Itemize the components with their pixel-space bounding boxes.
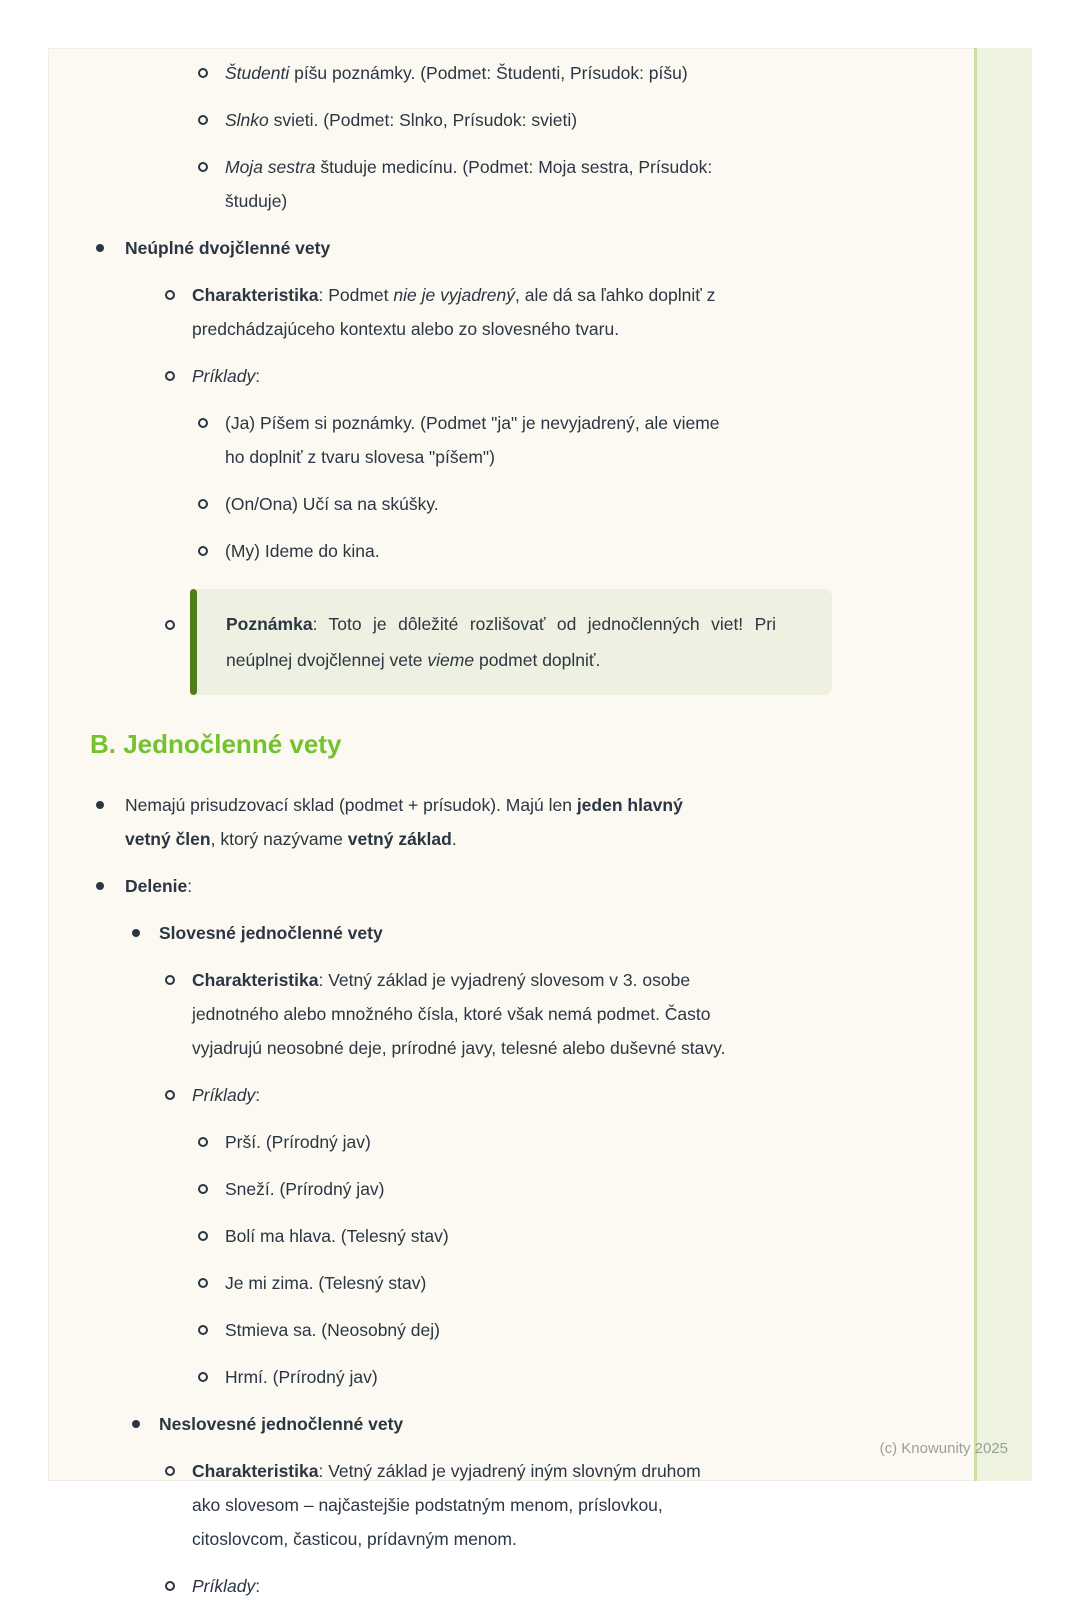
- text-segment: ho doplniť z tvaru slovesa "píšem"): [225, 447, 495, 467]
- text-segment: Príklady: [192, 1576, 256, 1596]
- list-item-text: [192, 1085, 260, 1105]
- bullet-circle-icon: [165, 620, 175, 630]
- text-segment: (On/Ona) Učí sa na skúšky.: [225, 494, 439, 514]
- list-item-text: [225, 1273, 426, 1293]
- list-item: [90, 231, 932, 265]
- bullet-circle-icon: [165, 371, 175, 381]
- list-item: [90, 1219, 932, 1253]
- list-item: [90, 1569, 932, 1603]
- list-item-text: [225, 63, 688, 83]
- list-item: [90, 487, 932, 521]
- bullet-disc-icon: [96, 244, 104, 252]
- list-item: [90, 359, 932, 393]
- text-segment: študuje medicínu. (Podmet: Moja sestra, Prísudok:: [315, 157, 713, 177]
- bullet-circle-icon: [198, 1231, 208, 1241]
- list-item-text: [225, 413, 720, 467]
- note-accent-bar: [190, 589, 197, 695]
- list-item: [90, 869, 932, 903]
- bullet-circle-icon: [198, 1325, 208, 1335]
- text-segment: B. Jednočlenné vety: [90, 729, 342, 759]
- text-segment: Je mi zima. (Telesný stav): [225, 1273, 427, 1293]
- list-item-text: [192, 285, 715, 339]
- text-segment: :: [255, 1576, 261, 1596]
- text-segment: (My) Ideme do kina.: [225, 541, 380, 561]
- text-segment: : Toto je dôležité rozlišovať od jednočlenných viet! Pri neúplnej dvojčlennej vete: [226, 614, 776, 670]
- bullet-disc-icon: [96, 801, 104, 809]
- bullet-circle-icon: [198, 1278, 208, 1288]
- text-segment: , ktorý nazývame: [210, 829, 348, 849]
- text-segment: podmet doplniť.: [474, 650, 601, 670]
- text-segment: píšu poznámky. (Podmet: Študenti, Prísudok: píšu): [289, 63, 688, 83]
- list-item: [90, 1172, 932, 1206]
- bullet-circle-icon: [198, 546, 208, 556]
- text-segment: : Vetný základ je vyjadrený iným slovným druhom: [318, 1461, 701, 1481]
- list-item-text: [225, 494, 439, 514]
- text-segment: , ale dá sa ľahko doplniť z: [514, 285, 716, 305]
- document-page: [48, 48, 1032, 1596]
- list-item: [90, 1313, 932, 1347]
- bullet-circle-icon: [165, 975, 175, 985]
- text-segment: predchádzajúceho kontextu alebo zo slovesného tvaru.: [192, 319, 620, 339]
- list-item-text: [125, 238, 330, 258]
- text-segment: vyjadrujú neosobné deje, prírodné javy, telesné alebo duševné stavy.: [192, 1038, 726, 1058]
- list-item: [90, 103, 932, 137]
- bullet-circle-icon: [198, 115, 208, 125]
- text-segment: Charakteristika: [192, 970, 319, 990]
- section-heading: [90, 727, 932, 761]
- list-item: [90, 1360, 932, 1394]
- bullet-circle-icon: [198, 1184, 208, 1194]
- list-item: [90, 534, 932, 568]
- text-segment: .: [451, 829, 457, 849]
- text-segment: študuje): [225, 191, 288, 211]
- text-segment: ako slovesom – najčastejšie podstatným menom, príslovkou,: [192, 1495, 663, 1515]
- list-item-text: [225, 541, 380, 561]
- list-item-text: [225, 1320, 440, 1340]
- list-item-text: [225, 110, 577, 130]
- text-segment: Slnko: [225, 110, 269, 130]
- text-segment: Delenie: [125, 876, 188, 896]
- bullet-circle-icon: [165, 1466, 175, 1476]
- bullet-circle-icon: [198, 68, 208, 78]
- list-item: [90, 278, 932, 346]
- list-item-text: [192, 970, 725, 1058]
- bullet-circle-icon: [198, 499, 208, 509]
- note-callout: [190, 589, 832, 695]
- list-item: [90, 1407, 932, 1441]
- document-content: [90, 56, 932, 1616]
- bullet-circle-icon: [165, 1581, 175, 1591]
- list-item-text: [225, 1132, 371, 1152]
- text-segment: nie je vyjadrený: [393, 285, 515, 305]
- text-segment: Slovesné jednočlenné vety: [159, 923, 383, 943]
- bullet-circle-icon: [198, 418, 208, 428]
- bullet-circle-icon: [198, 162, 208, 172]
- page-edge-stripe: [974, 48, 1032, 1481]
- list-item-text: [192, 1461, 701, 1549]
- text-segment: Moja sestra: [225, 157, 316, 177]
- text-segment: vieme: [427, 650, 475, 670]
- text-segment: :: [187, 876, 193, 896]
- text-segment: Neslovesné jednočlenné vety: [159, 1414, 404, 1434]
- text-segment: svieti. (Podmet: Slnko, Prísudok: svieti): [268, 110, 578, 130]
- bullet-circle-icon: [198, 1137, 208, 1147]
- text-segment: Poznámka: [226, 614, 313, 634]
- text-segment: Hrmí. (Prírodný jav): [225, 1367, 378, 1387]
- text-segment: Bolí ma hlava. (Telesný stav): [225, 1226, 449, 1246]
- text-segment: Sneží. (Prírodný jav): [225, 1179, 385, 1199]
- list-item-text: [225, 157, 712, 211]
- text-segment: vetný základ: [347, 829, 452, 849]
- bullet-disc-icon: [96, 882, 104, 890]
- list-item: [90, 963, 932, 1065]
- list-item-text: [159, 923, 383, 943]
- list-item: [90, 1266, 932, 1300]
- note-item: [90, 589, 932, 695]
- bullet-circle-icon: [165, 290, 175, 300]
- list-item-text: [125, 876, 192, 896]
- text-segment: Príklady: [192, 366, 256, 386]
- text-segment: Neúplné dvojčlenné vety: [125, 238, 331, 258]
- list-item: [90, 1078, 932, 1112]
- text-segment: : Vetný základ je vyjadrený slovesom v 3. osobe: [318, 970, 691, 990]
- bullet-disc-icon: [132, 929, 140, 937]
- text-segment: :: [255, 366, 261, 386]
- text-segment: Príklady: [192, 1085, 256, 1105]
- list-item-text: [225, 1226, 449, 1246]
- list-item-text: [159, 1414, 403, 1434]
- list-item: [90, 788, 932, 856]
- text-segment: Nemajú prisudzovací sklad (podmet + prísudok). Majú len: [125, 795, 577, 815]
- list-item-text: [192, 366, 260, 386]
- text-segment: : Podmet: [318, 285, 394, 305]
- bullet-disc-icon: [132, 1420, 140, 1428]
- list-item-text: [192, 1576, 260, 1596]
- text-segment: :: [255, 1085, 261, 1105]
- list-item: [90, 150, 932, 218]
- text-segment: (Ja) Píšem si poznámky. (Podmet "ja" je nevyjadrený, ale vieme: [225, 413, 720, 433]
- text-segment: jeden hlavný: [576, 795, 683, 815]
- text-segment: Prší. (Prírodný jav): [225, 1132, 371, 1152]
- list-item: [90, 406, 932, 474]
- bullet-circle-icon: [165, 1090, 175, 1100]
- text-segment: Charakteristika: [192, 285, 319, 305]
- list-item: [90, 1454, 932, 1556]
- bullet-circle-icon: [198, 1372, 208, 1382]
- text-segment: vetný člen: [125, 829, 211, 849]
- watermark: (c) Knowunity 2025: [879, 1440, 1008, 1457]
- text-segment: Stmieva sa. (Neosobný dej): [225, 1320, 440, 1340]
- note-text: [226, 606, 776, 678]
- text-segment: Študenti: [225, 63, 290, 83]
- text-segment: citoslovcom, časticou, prídavným menom.: [192, 1529, 517, 1549]
- list-item: [90, 916, 932, 950]
- text-segment: Charakteristika: [192, 1461, 319, 1481]
- text-segment: jednotného alebo množného čísla, ktoré však nemá podmet. Často: [192, 1004, 711, 1024]
- list-item: [90, 1125, 932, 1159]
- list-item-text: [225, 1179, 385, 1199]
- list-item: [90, 56, 932, 90]
- list-item-text: [125, 795, 683, 849]
- list-item-text: [225, 1367, 378, 1387]
